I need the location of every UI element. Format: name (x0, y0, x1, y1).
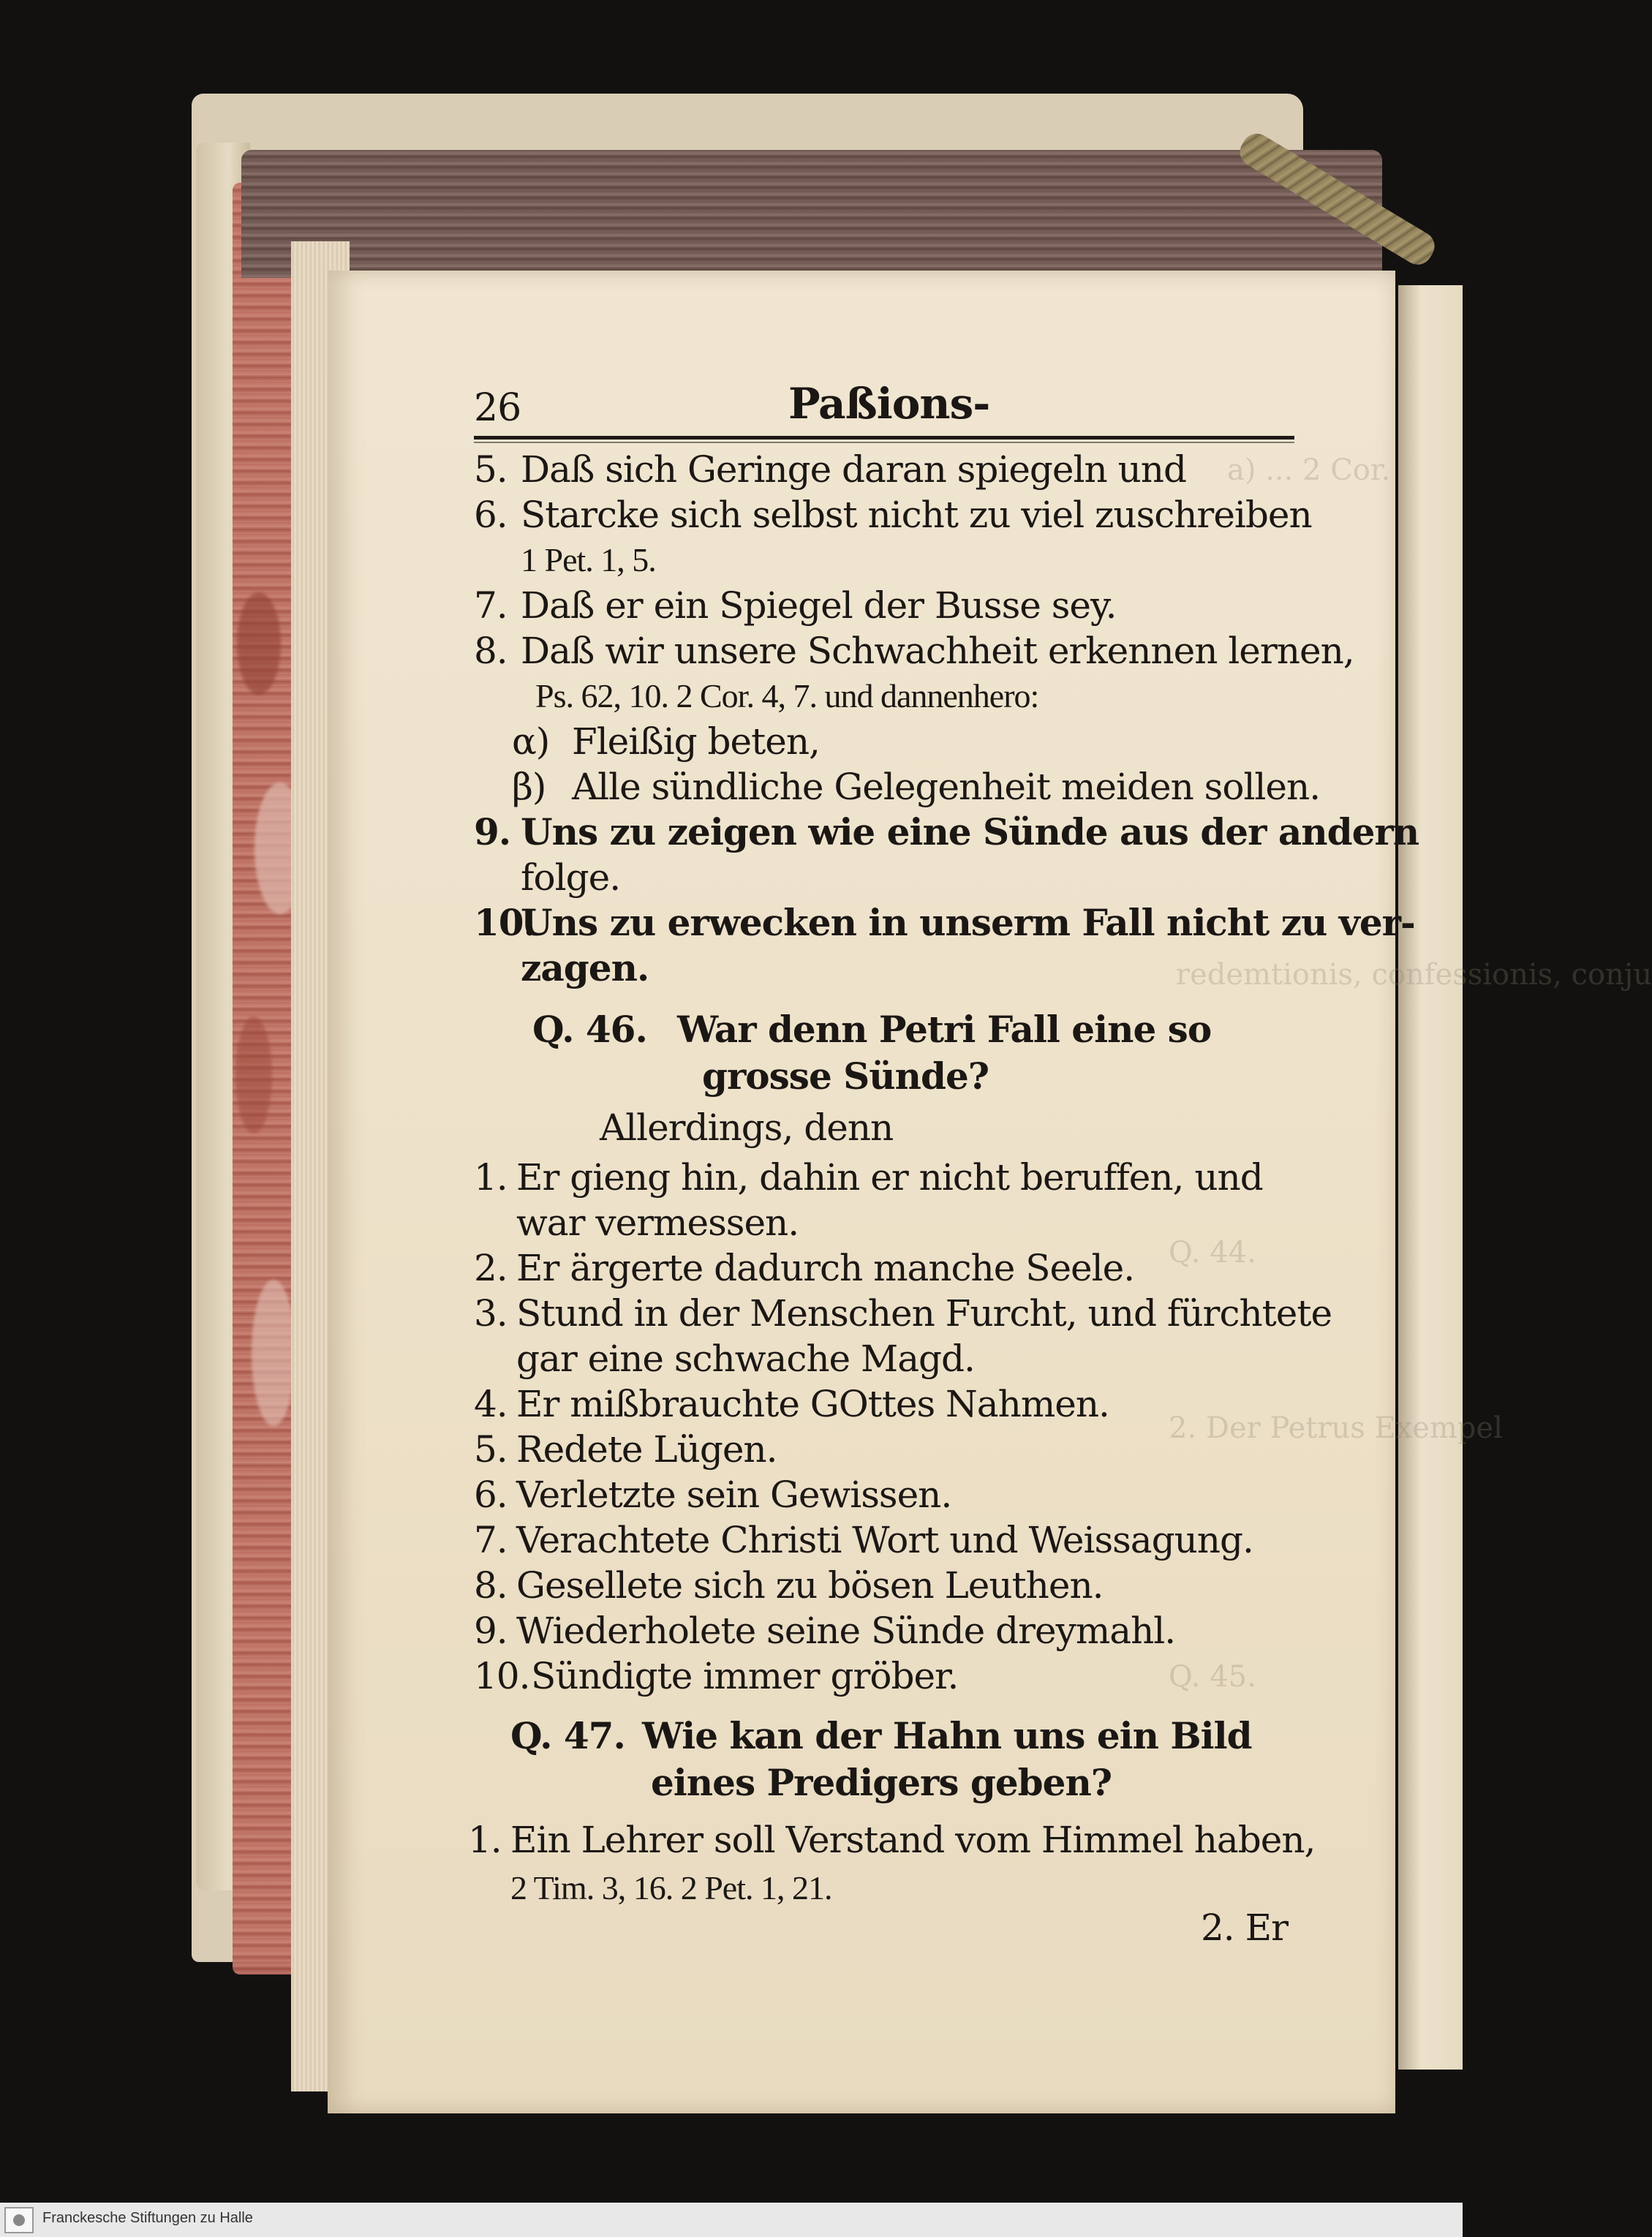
list-item: Starcke sich selbst nicht zu viel zuschreiben (521, 494, 1312, 536)
page-number: 26 (474, 386, 521, 430)
list-item: Wiederholete seine Sünde dreymahl. (516, 1610, 1176, 1652)
list-label: 3. (474, 1292, 508, 1335)
list-item: Verletzte sein Gewissen. (516, 1474, 952, 1516)
header-rule-thin (474, 442, 1294, 443)
question-text: War denn Petri Fall eine so (677, 1008, 1212, 1051)
question-number: Q. 47. (510, 1714, 625, 1757)
list-label: 5. (474, 448, 508, 491)
list-item: Daß wir unsere Schwachheit erkennen lernen, (521, 630, 1354, 672)
list-item: Alle sündliche Gelegenheit meiden sollen. (572, 766, 1321, 808)
answer-intro: Allerdings, denn (600, 1106, 894, 1149)
list-label: 4. (474, 1383, 508, 1425)
list-label: 5. (474, 1428, 508, 1471)
list-item: Daß sich Geringe daran spiegeln und (521, 448, 1187, 491)
institution-logo-icon (4, 2207, 34, 2233)
list-label: 9. (474, 810, 511, 853)
list-item: Verachtete Christi Wort und Weissagung. (516, 1519, 1253, 1561)
list-item-reference: 2 Tim. 3, 16. 2 Pet. 1, 21. (510, 1869, 832, 1906)
list-label: 1. (474, 1156, 508, 1199)
list-label: α) (512, 720, 550, 763)
header-rule (474, 436, 1294, 440)
question-number: Q. 46. (532, 1008, 647, 1051)
running-title: Paßions- (788, 379, 990, 429)
institution-credit: Franckesche Stiftungen zu Halle (42, 2210, 253, 2226)
question-text: grosse Sünde? (702, 1055, 989, 1098)
list-label: 8. (474, 1564, 508, 1607)
list-item: Uns zu zeigen wie eine Sünde aus der andern (521, 810, 1419, 853)
question-text: eines Predigers geben? (651, 1761, 1112, 1804)
list-item: Sündigte immer gröber. (531, 1655, 959, 1697)
list-item: folge. (521, 856, 621, 899)
list-item: Ein Lehrer soll Verstand vom Himmel haben, (510, 1819, 1316, 1861)
list-label: 6. (474, 494, 508, 536)
book-page: a) ... 2 Cor. redemtionis, confessionis, conju Q. 44. 2. Der Petrus Exempel Q. 45. (328, 271, 1395, 2113)
list-label: 10. (474, 901, 535, 944)
list-item: Daß er ein Spiegel der Busse sey. (521, 584, 1117, 627)
question-text: Wie kan der Hahn uns ein Bild (642, 1714, 1252, 1757)
list-item: Fleißig beten, (572, 720, 820, 763)
list-label: 7. (474, 584, 508, 627)
list-label: β) (512, 766, 546, 808)
list-label: 2. (474, 1247, 508, 1289)
list-item: Er gieng hin, dahin er nicht beruffen, und (516, 1156, 1263, 1199)
list-item: zagen. (521, 946, 649, 989)
list-label: 8. (474, 630, 508, 672)
list-label: 10. (474, 1655, 530, 1697)
list-item-reference: Ps. 62, 10. 2 Cor. 4, 7. und dannenhero: (535, 677, 1039, 714)
list-item: Gesellete sich zu bösen Leuthen. (516, 1564, 1104, 1607)
list-label: 1. (468, 1819, 502, 1861)
list-item: Stund in der Menschen Furcht, und fürchtete (516, 1292, 1332, 1335)
list-item: Er ärgerte dadurch manche Seele. (516, 1247, 1135, 1289)
list-item: gar eine schwache Magd. (516, 1338, 975, 1380)
list-item: war vermessen. (516, 1202, 799, 1244)
list-label: 6. (474, 1474, 508, 1516)
list-item-reference: 1 Pet. 1, 5. (521, 541, 656, 578)
catchword: 2. Er (1201, 1906, 1288, 1949)
book-top-edge (241, 150, 1382, 278)
list-item: Uns zu erwecken in unserm Fall nicht zu ver- (521, 901, 1415, 944)
facing-page-edge (1398, 285, 1463, 2070)
list-item: Redete Lügen. (516, 1428, 777, 1471)
list-label: 7. (474, 1519, 508, 1561)
list-item: Er mißbrauchte GOttes Nahmen. (516, 1383, 1109, 1425)
list-label: 9. (474, 1610, 508, 1652)
